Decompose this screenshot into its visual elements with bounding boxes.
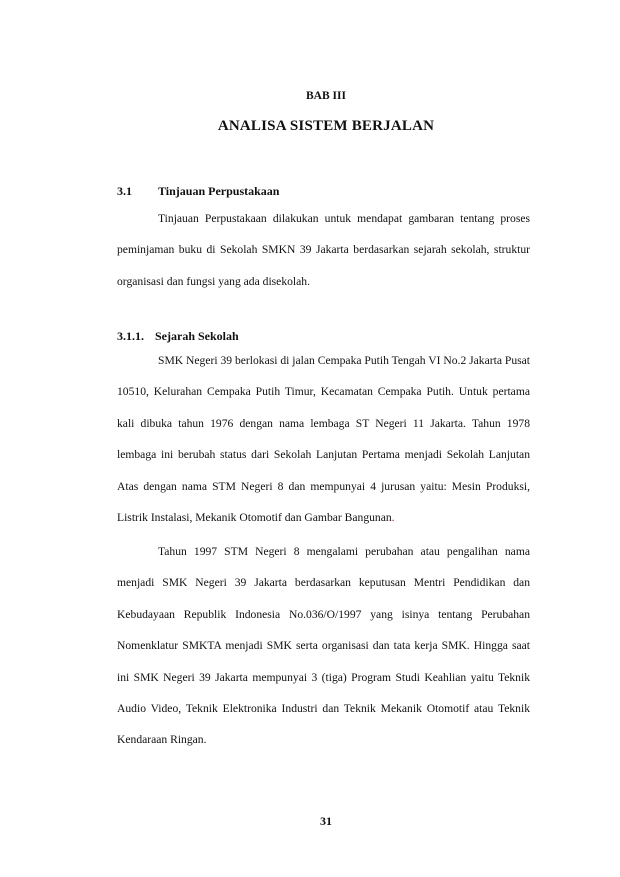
paragraph-text: SMK Negeri 39 berlokasi di jalan Cempaka Putih Tengah VI No.2 Jakarta Pusat 10510, Kelurahan Cempaka Putih Timur, Kecamatan Cempaka Putih. Untuk pertama kali dibuka tahun 1976 dengan nama lembaga ST Negeri 11 Jakarta. Tahun 1978 lembaga ini berubah status dari Sekolah Lanjutan Pertama menjadi Sekolah Lanjutan Atas dengan nama STM Negeri 8 dan mempunyai 4 jurusan yaitu: Mesin Produksi, Listrik Instalasi, Mekanik Otomotif dan Gambar Bangunan — [117, 354, 530, 525]
section-number: 3.1.1. — [117, 329, 144, 343]
section-title: Sejarah Sekolah — [155, 329, 239, 343]
chapter-label: BAB III — [306, 90, 346, 102]
section-number: 3.1 — [117, 184, 132, 198]
chapter-title: ANALISA SISTEM BERJALAN — [217, 118, 435, 134]
section-title: Tinjauan Perpustakaan — [158, 184, 280, 198]
page-number: 31 — [320, 814, 332, 828]
end-mark: . — [391, 511, 395, 525]
section-heading-3-1-1 — [117, 329, 239, 344]
section-heading-3-1 — [117, 184, 279, 199]
paragraph-tinjauan: Tinjauan Perpustakaan dilakukan untuk mendapat gambaran tentang proses peminjaman buku di Sekolah SMKN 39 Jakarta berdasarkan sejarah sekolah, struktur organisasi dan fungsi yang ada disekolah. — [117, 212, 530, 288]
paragraph-sejarah-1 — [117, 345, 530, 533]
paragraph-sejarah-2: Tahun 1997 STM Negeri 8 mengalami perubahan atau pengalihan nama menjadi SMK Negeri 39 Jakarta berdasarkan keputusan Mentri Pendidikan dan Kebudayaan Republik Indonesia No.036/O/1997 yang isinya tentang Perubahan Nomenklatur SMKTA menjadi SMK serta organisasi dan tata kerja SMK. Hingga saat ini SMK Negeri 39 Jakarta mempunyai 3 (tiga) Program Studi Keahlian yaitu Teknik Audio Video, Teknik Elektronika Industri dan Teknik Mekanik Otomotif atau Teknik Kendaraan Ringan. — [117, 545, 530, 747]
